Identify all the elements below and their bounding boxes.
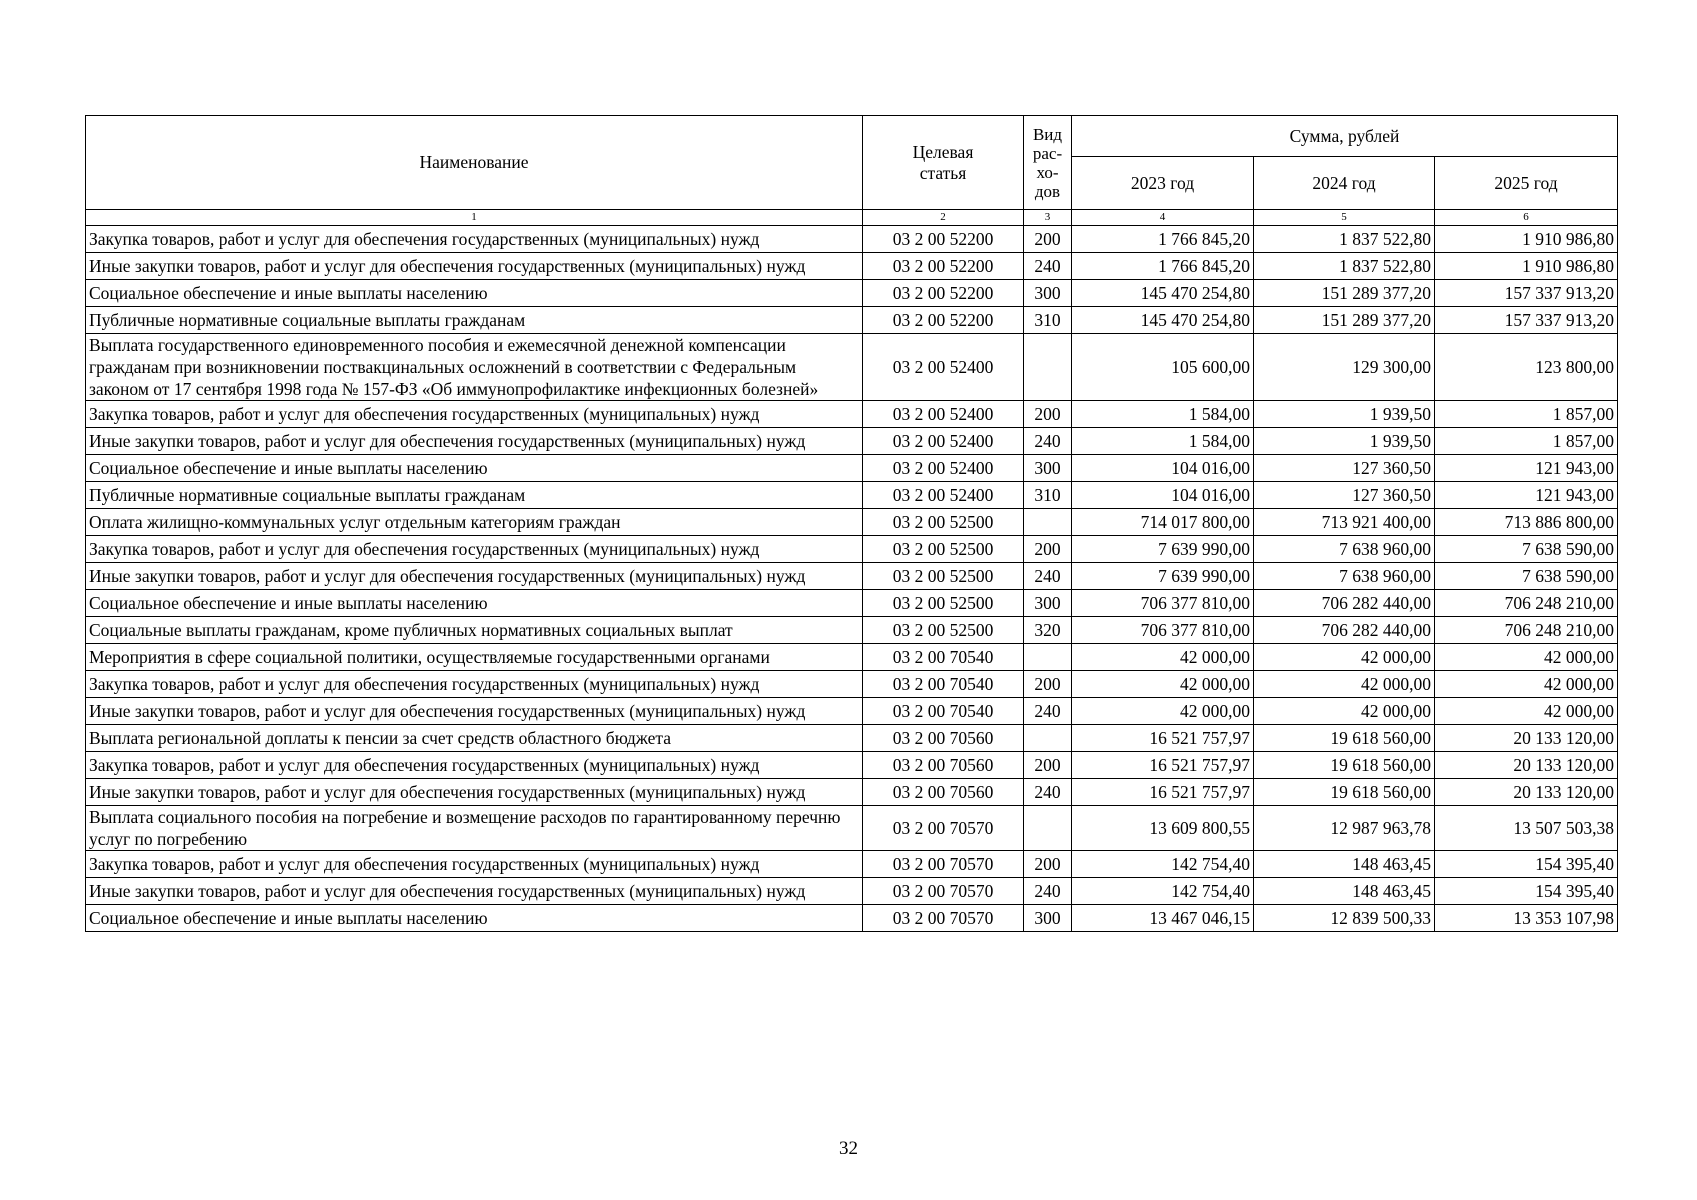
- row-amount-2023: 16 521 757,97: [1072, 779, 1254, 806]
- row-expense-type: 200: [1024, 401, 1072, 428]
- row-amount-2024: 148 463,45: [1254, 851, 1435, 878]
- row-amount-2023: 142 754,40: [1072, 878, 1254, 905]
- table-row: [86, 536, 1618, 563]
- row-amount-2023: 13 609 800,55: [1072, 806, 1254, 851]
- row-expense-type: 240: [1024, 428, 1072, 455]
- row-name: Закупка товаров, работ и услуг для обеспечения государственных (муниципальных) нужд: [86, 536, 863, 563]
- row-amount-2024: 19 618 560,00: [1254, 779, 1435, 806]
- table-row: [86, 806, 1618, 851]
- row-name: Публичные нормативные социальные выплаты гражданам: [86, 307, 863, 334]
- row-name: Иные закупки товаров, работ и услуг для обеспечения государственных (муниципальных) нужд: [86, 563, 863, 590]
- row-target-article: 03 2 00 70560: [863, 725, 1024, 752]
- row-name: Выплата региональной доплаты к пенсии за счет средств областного бюджета: [86, 725, 863, 752]
- column-number: 4: [1072, 210, 1254, 226]
- table-row: [86, 482, 1618, 509]
- row-expense-type: 240: [1024, 779, 1072, 806]
- row-expense-type: 300: [1024, 905, 1072, 932]
- row-name: Закупка товаров, работ и услуг для обеспечения государственных (муниципальных) нужд: [86, 226, 863, 253]
- header-year-2024: 2024 год: [1254, 157, 1435, 210]
- row-amount-2025: 121 943,00: [1435, 482, 1618, 509]
- row-amount-2025: 13 353 107,98: [1435, 905, 1618, 932]
- row-amount-2025: 157 337 913,20: [1435, 280, 1618, 307]
- row-target-article: 03 2 00 70560: [863, 779, 1024, 806]
- row-amount-2024: 148 463,45: [1254, 878, 1435, 905]
- row-amount-2023: 706 377 810,00: [1072, 590, 1254, 617]
- row-amount-2023: 104 016,00: [1072, 482, 1254, 509]
- row-name: Закупка товаров, работ и услуг для обеспечения государственных (муниципальных) нужд: [86, 752, 863, 779]
- row-target-article: 03 2 00 52200: [863, 307, 1024, 334]
- row-target-article: 03 2 00 70570: [863, 878, 1024, 905]
- row-amount-2025: 154 395,40: [1435, 878, 1618, 905]
- row-amount-2024: 1 837 522,80: [1254, 253, 1435, 280]
- row-amount-2023: 13 467 046,15: [1072, 905, 1254, 932]
- table-row: [86, 509, 1618, 536]
- table-row: [86, 401, 1618, 428]
- table-row: [86, 779, 1618, 806]
- row-name: Социальное обеспечение и иные выплаты населению: [86, 280, 863, 307]
- row-name: Иные закупки товаров, работ и услуг для обеспечения государственных (муниципальных) нужд: [86, 253, 863, 280]
- row-amount-2025: 20 133 120,00: [1435, 779, 1618, 806]
- row-amount-2023: 1 584,00: [1072, 428, 1254, 455]
- row-amount-2024: 127 360,50: [1254, 482, 1435, 509]
- row-amount-2023: 714 017 800,00: [1072, 509, 1254, 536]
- row-amount-2025: 157 337 913,20: [1435, 307, 1618, 334]
- row-amount-2024: 12 987 963,78: [1254, 806, 1435, 851]
- table-row: [86, 617, 1618, 644]
- row-amount-2025: 123 800,00: [1435, 334, 1618, 401]
- row-expense-type: [1024, 334, 1072, 401]
- row-amount-2023: 1 584,00: [1072, 401, 1254, 428]
- header-expense-type-line4: дов: [1034, 181, 1061, 201]
- header-name: Наименование: [86, 116, 863, 210]
- row-name: Социальные выплаты гражданам, кроме публичных нормативных социальных выплат: [86, 617, 863, 644]
- row-target-article: 03 2 00 52200: [863, 280, 1024, 307]
- row-amount-2024: 129 300,00: [1254, 334, 1435, 401]
- row-amount-2024: 151 289 377,20: [1254, 307, 1435, 334]
- row-expense-type: 240: [1024, 563, 1072, 590]
- row-amount-2024: 42 000,00: [1254, 644, 1435, 671]
- row-target-article: 03 2 00 52500: [863, 563, 1024, 590]
- row-target-article: 03 2 00 70570: [863, 806, 1024, 851]
- row-amount-2024: 42 000,00: [1254, 671, 1435, 698]
- row-amount-2025: 1 910 986,80: [1435, 226, 1618, 253]
- header-expense-type-line1: Вид: [1032, 124, 1063, 144]
- header-year-2025: 2025 год: [1435, 157, 1618, 210]
- row-amount-2024: 706 282 440,00: [1254, 590, 1435, 617]
- row-amount-2025: 1 857,00: [1435, 401, 1618, 428]
- row-expense-type: 310: [1024, 307, 1072, 334]
- row-amount-2025: 706 248 210,00: [1435, 590, 1618, 617]
- row-amount-2023: 104 016,00: [1072, 455, 1254, 482]
- row-expense-type: 200: [1024, 671, 1072, 698]
- table-row: [86, 752, 1618, 779]
- row-expense-type: 240: [1024, 698, 1072, 725]
- header-expense-type-line3: хо-: [1036, 162, 1059, 182]
- header-year-2023: 2023 год: [1072, 157, 1254, 210]
- row-amount-2025: 20 133 120,00: [1435, 725, 1618, 752]
- row-name: Мероприятия в сфере социальной политики, осуществляемые государственными органами: [86, 644, 863, 671]
- row-amount-2025: 121 943,00: [1435, 455, 1618, 482]
- table-row: [86, 428, 1618, 455]
- row-target-article: 03 2 00 70540: [863, 698, 1024, 725]
- header-target-article-line1: Целевая: [912, 141, 974, 162]
- row-expense-type: 310: [1024, 482, 1072, 509]
- row-name: Закупка товаров, работ и услуг для обеспечения государственных (муниципальных) нужд: [86, 851, 863, 878]
- row-expense-type: 300: [1024, 280, 1072, 307]
- row-target-article: 03 2 00 52400: [863, 334, 1024, 401]
- row-name: Закупка товаров, работ и услуг для обеспечения государственных (муниципальных) нужд: [86, 401, 863, 428]
- table-row: [86, 563, 1618, 590]
- header-expense-type: [1024, 116, 1072, 210]
- column-number: 5: [1254, 210, 1435, 226]
- row-amount-2023: 42 000,00: [1072, 698, 1254, 725]
- row-amount-2024: 127 360,50: [1254, 455, 1435, 482]
- row-expense-type: [1024, 725, 1072, 752]
- table-row: [86, 590, 1618, 617]
- table-row: [86, 455, 1618, 482]
- row-amount-2025: 13 507 503,38: [1435, 806, 1618, 851]
- row-target-article: 03 2 00 52500: [863, 536, 1024, 563]
- row-name: Иные закупки товаров, работ и услуг для обеспечения государственных (муниципальных) нужд: [86, 698, 863, 725]
- row-amount-2023: 16 521 757,97: [1072, 752, 1254, 779]
- row-target-article: 03 2 00 70540: [863, 671, 1024, 698]
- row-amount-2024: 706 282 440,00: [1254, 617, 1435, 644]
- budget-table: [85, 115, 1618, 932]
- row-target-article: 03 2 00 52500: [863, 617, 1024, 644]
- row-target-article: 03 2 00 52400: [863, 401, 1024, 428]
- row-expense-type: 200: [1024, 851, 1072, 878]
- row-target-article: 03 2 00 70540: [863, 644, 1024, 671]
- row-target-article: 03 2 00 52400: [863, 455, 1024, 482]
- row-amount-2025: 154 395,40: [1435, 851, 1618, 878]
- header-expense-type-line2: рас-: [1032, 143, 1063, 163]
- row-name: Социальное обеспечение и иные выплаты населению: [86, 590, 863, 617]
- row-amount-2024: 713 921 400,00: [1254, 509, 1435, 536]
- column-number: 2: [863, 210, 1024, 226]
- table-row: [86, 671, 1618, 698]
- row-expense-type: 240: [1024, 253, 1072, 280]
- row-target-article: 03 2 00 52200: [863, 226, 1024, 253]
- row-amount-2024: 1 939,50: [1254, 401, 1435, 428]
- row-name: Иные закупки товаров, работ и услуг для обеспечения государственных (муниципальных) нужд: [86, 878, 863, 905]
- table-row: [86, 644, 1618, 671]
- row-name: Публичные нормативные социальные выплаты гражданам: [86, 482, 863, 509]
- row-amount-2023: 142 754,40: [1072, 851, 1254, 878]
- row-amount-2023: 16 521 757,97: [1072, 725, 1254, 752]
- row-amount-2025: 42 000,00: [1435, 644, 1618, 671]
- row-expense-type: 200: [1024, 226, 1072, 253]
- row-target-article: 03 2 00 52200: [863, 253, 1024, 280]
- row-target-article: 03 2 00 70570: [863, 905, 1024, 932]
- row-name: Выплата социального пособия на погребение и возмещение расходов по гарантированному перечню услуг по погребению: [86, 806, 863, 851]
- row-amount-2023: 1 766 845,20: [1072, 226, 1254, 253]
- row-amount-2024: 1 939,50: [1254, 428, 1435, 455]
- row-expense-type: [1024, 509, 1072, 536]
- row-amount-2024: 151 289 377,20: [1254, 280, 1435, 307]
- page-number: 32: [839, 1138, 858, 1159]
- row-name: Выплата государственного единовременного пособия и ежемесячной денежной компенсации гражданам при возникновении поствакцинальных осложнений в соответствии с Федеральным законом от 17 сентября 1998 года № 157-ФЗ «Об иммунопрофилактике инфекционных болезней»: [86, 334, 863, 401]
- column-number: 1: [86, 210, 863, 226]
- row-amount-2024: 7 638 960,00: [1254, 536, 1435, 563]
- header-target-article-line2: статья: [919, 162, 967, 183]
- row-name: Закупка товаров, работ и услуг для обеспечения государственных (муниципальных) нужд: [86, 671, 863, 698]
- row-name: Социальное обеспечение и иные выплаты населению: [86, 455, 863, 482]
- row-amount-2024: 7 638 960,00: [1254, 563, 1435, 590]
- row-amount-2023: 7 639 990,00: [1072, 563, 1254, 590]
- table-body: [86, 226, 1618, 932]
- row-expense-type: [1024, 644, 1072, 671]
- row-amount-2025: 1 910 986,80: [1435, 253, 1618, 280]
- row-name: Иные закупки товаров, работ и услуг для обеспечения государственных (муниципальных) нужд: [86, 428, 863, 455]
- row-amount-2024: 19 618 560,00: [1254, 752, 1435, 779]
- row-amount-2025: 706 248 210,00: [1435, 617, 1618, 644]
- row-amount-2024: 42 000,00: [1254, 698, 1435, 725]
- row-target-article: 03 2 00 52400: [863, 482, 1024, 509]
- header-target-article: [863, 116, 1024, 210]
- row-amount-2023: 7 639 990,00: [1072, 536, 1254, 563]
- row-expense-type: 300: [1024, 590, 1072, 617]
- row-expense-type: 240: [1024, 878, 1072, 905]
- row-amount-2025: 7 638 590,00: [1435, 536, 1618, 563]
- row-target-article: 03 2 00 52400: [863, 428, 1024, 455]
- row-amount-2023: 706 377 810,00: [1072, 617, 1254, 644]
- row-amount-2025: 7 638 590,00: [1435, 563, 1618, 590]
- row-amount-2023: 42 000,00: [1072, 671, 1254, 698]
- row-target-article: 03 2 00 52500: [863, 509, 1024, 536]
- row-amount-2023: 1 766 845,20: [1072, 253, 1254, 280]
- row-name: Иные закупки товаров, работ и услуг для обеспечения государственных (муниципальных) нужд: [86, 779, 863, 806]
- column-number: 6: [1435, 210, 1618, 226]
- table-row: [86, 851, 1618, 878]
- table-row: [86, 280, 1618, 307]
- table-row: [86, 725, 1618, 752]
- table-row: [86, 307, 1618, 334]
- row-amount-2025: 42 000,00: [1435, 698, 1618, 725]
- row-amount-2025: 713 886 800,00: [1435, 509, 1618, 536]
- row-amount-2024: 19 618 560,00: [1254, 725, 1435, 752]
- row-target-article: 03 2 00 70560: [863, 752, 1024, 779]
- row-name: Оплата жилищно-коммунальных услуг отдельным категориям граждан: [86, 509, 863, 536]
- row-target-article: 03 2 00 70570: [863, 851, 1024, 878]
- row-amount-2025: 20 133 120,00: [1435, 752, 1618, 779]
- row-expense-type: 200: [1024, 752, 1072, 779]
- table-row: [86, 334, 1618, 401]
- row-expense-type: 200: [1024, 536, 1072, 563]
- table-row: [86, 253, 1618, 280]
- table-row: [86, 878, 1618, 905]
- table-row: [86, 698, 1618, 725]
- row-expense-type: 320: [1024, 617, 1072, 644]
- row-amount-2023: 145 470 254,80: [1072, 280, 1254, 307]
- row-amount-2025: 42 000,00: [1435, 671, 1618, 698]
- row-amount-2024: 1 837 522,80: [1254, 226, 1435, 253]
- row-amount-2023: 105 600,00: [1072, 334, 1254, 401]
- row-amount-2023: 42 000,00: [1072, 644, 1254, 671]
- column-number: 3: [1024, 210, 1072, 226]
- row-expense-type: 300: [1024, 455, 1072, 482]
- row-name: Социальное обеспечение и иные выплаты населению: [86, 905, 863, 932]
- row-amount-2023: 145 470 254,80: [1072, 307, 1254, 334]
- row-target-article: 03 2 00 52500: [863, 590, 1024, 617]
- table-row: [86, 905, 1618, 932]
- table-row: [86, 226, 1618, 253]
- row-amount-2024: 12 839 500,33: [1254, 905, 1435, 932]
- row-expense-type: [1024, 806, 1072, 851]
- header-sum: Сумма, рублей: [1072, 116, 1618, 157]
- row-amount-2025: 1 857,00: [1435, 428, 1618, 455]
